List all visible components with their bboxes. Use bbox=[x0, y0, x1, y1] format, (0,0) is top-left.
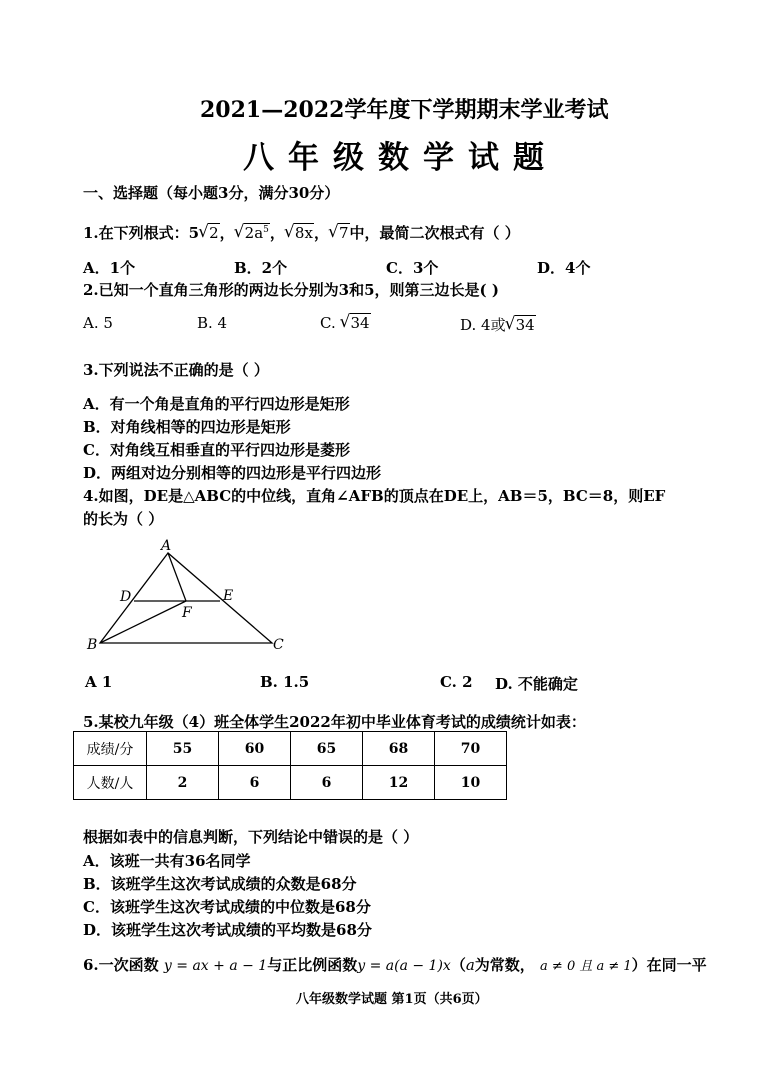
section-heading: 一、选择题（每小题3分，满分30分） bbox=[83, 184, 340, 202]
q1-prefix: 1.在下列根式：5 bbox=[83, 224, 200, 242]
table-cell: 60 bbox=[219, 732, 291, 766]
question-6-stem bbox=[83, 954, 707, 975]
q3-option-d: D．两组对边分别相等的四边形是平行四边形 bbox=[83, 464, 382, 482]
table-cell: 12 bbox=[363, 766, 435, 800]
table-cell: 10 bbox=[435, 766, 507, 800]
score-table bbox=[73, 731, 507, 800]
q2-option-c: C. √ 34 bbox=[320, 314, 371, 332]
table-row bbox=[74, 766, 507, 800]
q2-option-a: A. 5 bbox=[83, 314, 113, 332]
q5-option-a: A．该班一共有36名同学 bbox=[83, 852, 251, 870]
table-cell: 70 bbox=[435, 732, 507, 766]
question-1-stem: 1.在下列根式：5√ 2，√ $2a^5$，√ 8x，√ 7中，最简二次根式有（ ） bbox=[83, 222, 520, 243]
subject-title: 八年级数学试题 bbox=[243, 140, 558, 176]
table-cell: 6 bbox=[219, 766, 291, 800]
label-e: E bbox=[223, 588, 234, 604]
q5-option-d: D．该班学生这次考试成绩的平均数是68分 bbox=[83, 921, 372, 939]
question-4-stem-line1: 4.如图，DE是△ABC的中位线，直角∠AFB的顶点在DE上，AB＝5，BC＝8，则EF bbox=[83, 487, 666, 505]
q1-radical-4: √ 7 bbox=[329, 224, 350, 242]
q3-option-b: B．对角线相等的四边形是矩形 bbox=[83, 418, 291, 436]
question-3-stem: 3.下列说法不正确的是（ ） bbox=[83, 361, 269, 379]
q2-option-d: D. 4或√ 34 bbox=[460, 314, 536, 335]
q1-option-b: B．2个 bbox=[234, 259, 288, 277]
q5-option-c: C．该班学生这次考试成绩的中位数是68分 bbox=[83, 898, 371, 916]
q1-radical-2: √ $2a^5$ bbox=[235, 224, 270, 242]
table-cell: 68 bbox=[363, 732, 435, 766]
triangle-figure bbox=[80, 535, 290, 660]
row-header-count: 人数/人 bbox=[74, 766, 147, 800]
q1-option-a: A．1个 bbox=[83, 259, 136, 277]
q6-cond-math: a ≠ 0 且 a ≠ 1 bbox=[540, 959, 632, 974]
q1-radical-3: √ 8x bbox=[285, 224, 314, 242]
row-header-score: 成绩/分 bbox=[74, 732, 147, 766]
question-2-stem: 2.已知一个直角三角形的两边长分别为3和5，则第三边长是( ) bbox=[83, 281, 499, 299]
q4-option-c: C. 2 bbox=[440, 673, 473, 691]
q6-cond-open: （ bbox=[450, 956, 466, 974]
page-footer: 八年级数学试题 第1页（共6页） bbox=[296, 992, 488, 1007]
q6-cond-text: 为常数， bbox=[474, 956, 535, 974]
q4-option-d: D. 不能确定 bbox=[495, 675, 578, 693]
question-5-prompt: 根据如表中的信息判断，下列结论中错误的是（ ） bbox=[83, 828, 419, 846]
q6-formula-1: y = ax + a − 1 bbox=[163, 958, 268, 974]
label-f: F bbox=[182, 605, 192, 621]
label-d: D bbox=[120, 589, 132, 605]
q4-option-a: A 1 bbox=[85, 673, 113, 691]
q6-cond-a: a bbox=[465, 956, 475, 974]
q6-formula-2: y = a(a − 1)x bbox=[357, 958, 451, 974]
table-row bbox=[74, 732, 507, 766]
q1-radical-1: √ 2 bbox=[199, 224, 220, 242]
exam-title: 2021—2022学年度下学期期末学业考试 bbox=[200, 97, 609, 123]
label-a: A bbox=[161, 538, 172, 554]
q3-option-a: A．有一个角是直角的平行四边形是矩形 bbox=[83, 395, 350, 413]
segment-bf bbox=[100, 601, 186, 643]
q6-mid: 与正比例函数 bbox=[267, 956, 358, 974]
q6-prefix: 6.一次函数 bbox=[83, 956, 159, 974]
question-5-stem: 5.某校九年级（4）班全体学生2022年初中毕业体育考试的成绩统计如表： bbox=[83, 713, 586, 731]
table-cell: 55 bbox=[147, 732, 219, 766]
label-c: C bbox=[273, 637, 284, 653]
label-b: B bbox=[87, 637, 98, 653]
table-cell: 6 bbox=[291, 766, 363, 800]
table-cell: 65 bbox=[291, 732, 363, 766]
question-4-stem-line2: 的长为（ ） bbox=[83, 510, 164, 528]
table-cell: 2 bbox=[147, 766, 219, 800]
q5-option-b: B．该班学生这次考试成绩的众数是68分 bbox=[83, 875, 357, 893]
q3-option-c: C．对角线互相垂直的平行四边形是菱形 bbox=[83, 441, 350, 459]
q1-option-c: C．3个 bbox=[386, 259, 439, 277]
q2-option-b: B. 4 bbox=[197, 314, 228, 332]
q4-option-b: B. 1.5 bbox=[260, 673, 310, 691]
q1-suffix: 中，最简二次根式有（ ） bbox=[349, 224, 520, 242]
q6-cond-close: ）在同一平 bbox=[631, 956, 707, 974]
q1-option-d: D．4个 bbox=[537, 259, 591, 277]
